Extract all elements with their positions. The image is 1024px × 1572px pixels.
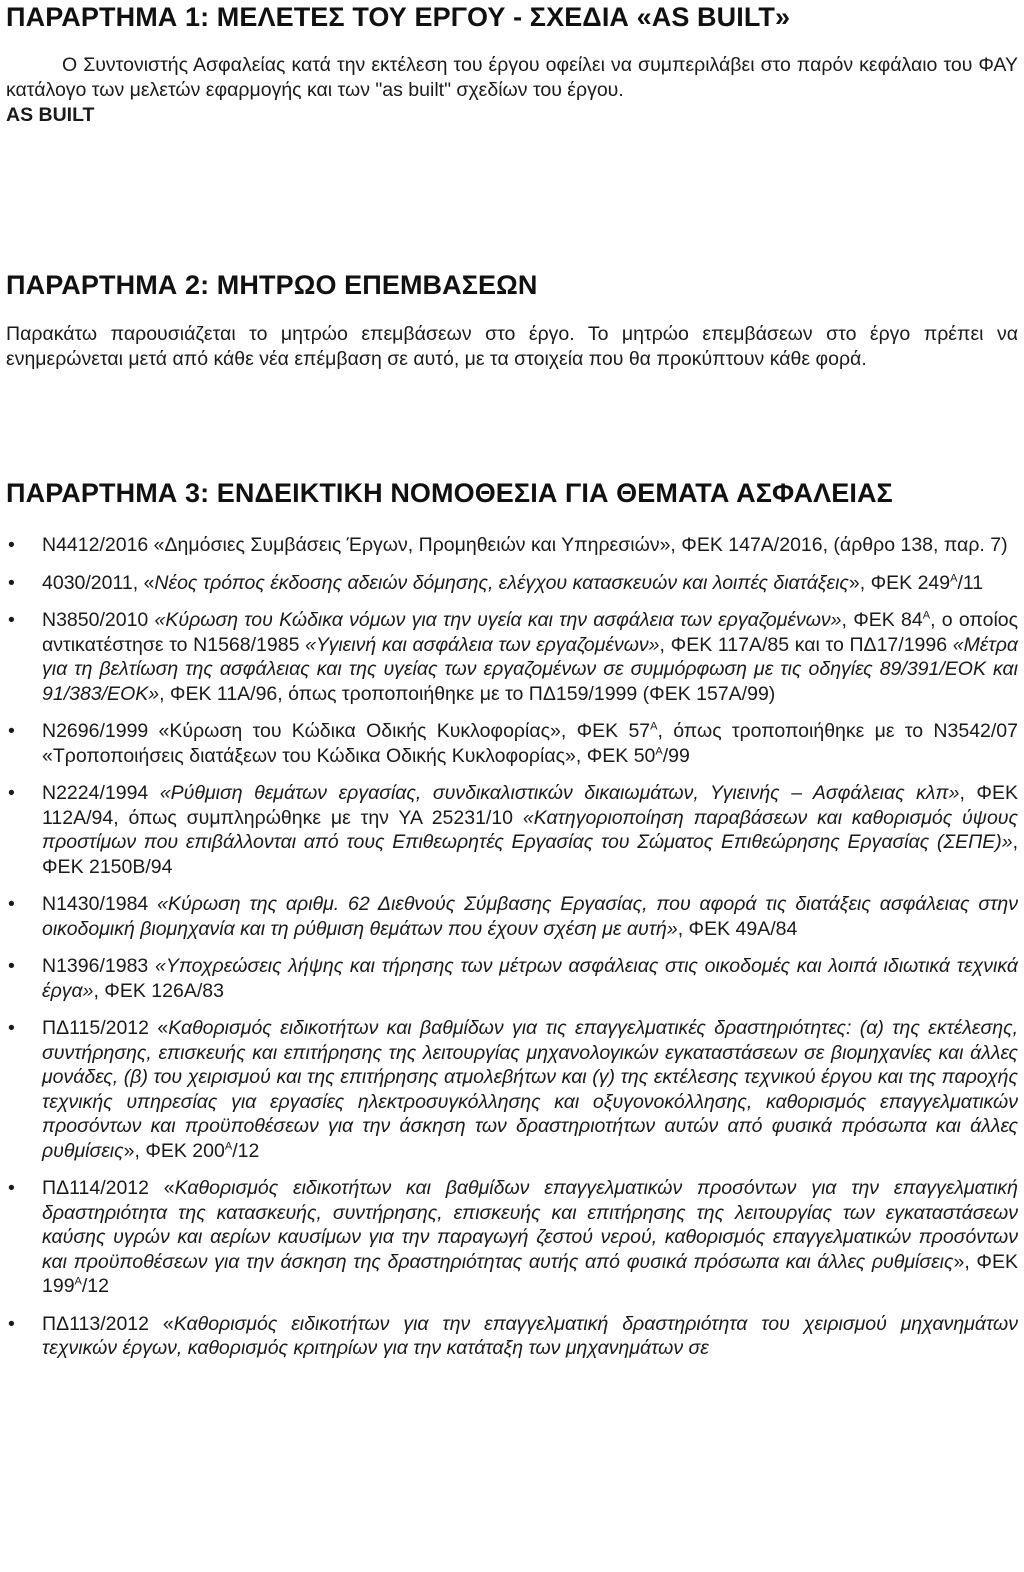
legislation-text: Ν2696/1999 «Κύρωση του Κώδικα Οδικής Κυκλοφορίας», ΦΕΚ 57 bbox=[42, 720, 651, 742]
legislation-item bbox=[6, 1312, 1018, 1361]
legislation-item bbox=[6, 954, 1018, 1003]
superscript: Α bbox=[74, 1275, 82, 1288]
legislation-text: , ο οποίος αντικατέστησε το Ν1568/1985 bbox=[42, 609, 1019, 656]
legislation-text: «Υγιεινή και ασφάλεια των εργαζομένων» bbox=[305, 633, 660, 656]
superscript: Α bbox=[650, 720, 658, 733]
legislation-text: «Υποχρεώσεις λήψης και τήρησης των μέτρων ασφάλειας στις οικοδομές και λοιπά ιδιωτικά τεχνικά έργα» bbox=[42, 955, 1018, 1002]
legislation-item bbox=[6, 719, 1018, 768]
legislation-text: Ν4412/2016 «Δημόσιες Συμβάσεις Έργων, Προμηθειών και Υπηρεσιών», ΦΕΚ 147Α/2016, (άρθρο 138, παρ. 7) bbox=[42, 534, 1008, 556]
legislation-text: «Κύρωση της αριθμ. 62 Διεθνούς Σύμβασης Εργασίας, που αφορά τις διατάξεις ασφάλειας στην οικοδομική βιομηχανία και τη ρύθμιση θεμάτων που έχουν σχέση με αυτή» bbox=[42, 893, 1018, 940]
legislation-text: , ΦΕΚ 112Α/94, όπως συμπληρώθηκε με την ΥΑ 25231/10 bbox=[42, 782, 1018, 829]
legislation-item bbox=[6, 892, 1018, 941]
legislation-item bbox=[6, 1016, 1018, 1163]
appendix-1-paragraph: Ο Συντονιστής Ασφαλείας κατά την εκτέλεση του έργου οφείλει να συμπεριλάβει στο παρόν κεφάλαιο του ΦΑΥ κατάλογο των μελετών εφαρμογής και των "as built" σχεδίων του έργου. bbox=[6, 54, 1018, 101]
legislation-text: Ν2224/1994 bbox=[42, 782, 160, 804]
legislation-text: Ν3850/2010 bbox=[42, 609, 155, 631]
bullet-icon: • bbox=[8, 1177, 15, 1199]
bullet-icon: • bbox=[8, 1017, 15, 1039]
legislation-text: », ΦΕΚ 199 bbox=[42, 1250, 1018, 1297]
superscript: Α bbox=[950, 572, 958, 584]
appendix-1-title: ΠΑΡΑΡΤΗΜΑ 1: ΜΕΛΕΤΕΣ ΤΟΥ ΕΡΓΟΥ - ΣΧΕΔΙΑ «AS BUILT» bbox=[6, 2, 791, 32]
bullet-icon: • bbox=[8, 893, 15, 915]
superscript: Α bbox=[224, 1140, 233, 1152]
legislation-text: /11 bbox=[957, 571, 984, 594]
legislation-text: Ν1430/1984 bbox=[42, 893, 158, 915]
bullet-icon: • bbox=[8, 609, 15, 631]
legislation-text: ΠΔ115/2012 « bbox=[42, 1017, 169, 1039]
legislation-text: Καθορισμός ειδικοτήτων και βαθμίδων για τις επαγγελματικές δραστηριότητες: (α) της εκτέλεσης, συντήρησης, επισκευής και επιτήρησης της λειτουργίας μηχανολογικών εγκαταστάσεων σε βιομηχανίες και άλλες μονάδες, (β) του χειρισμού και της επιτήρησης ατμολεβήτων και (γ) της εκτέλεσης τεχνικού έργου και της παροχής τεχνικής υπηρεσίας για εργασίες ηλεκτροσυγκόλλησης και οξυγονοκόλλησης, καθορισμός επαγγελματικών προσόντων και προϋποθέσεων για την άσκηση των δραστηριοτήτων αυτών από φυσικά πρόσωπα και άλλες ρυθμίσεις bbox=[42, 1017, 1018, 1162]
legislation-text: Καθορισμός ειδικοτήτων και βαθμίδων επαγγελματικών προσόντων για την επαγγελματική δραστηριότητα της κατασκευής, συντήρησης, επισκευής και επιτήρησης της λειτουργίας των εγκαταστάσεων καύσης υγρών και αερίων καυσίμων για την παραγωγή ζεστού νερού, καθορισμός επαγγελματικών προσόντων και προϋποθέσεων για την άσκηση της δραστηριότητας αυτής από φυσικά πρόσωπα και άλλες ρυθμίσεις bbox=[42, 1177, 1019, 1273]
legislation-item bbox=[6, 781, 1018, 879]
bullet-icon: • bbox=[8, 782, 15, 804]
legislation-text: », ΦΕΚ 249 bbox=[848, 571, 951, 594]
legislation-text: «Κατηγοριοποίηση παραβάσεων και καθορισμός ύψους προστίμων που επιβάλλονται από τους Επιθεωρητές Εργασίας του Σώματος Επιθεώρησης Εργασίας (ΣΕΠΕ)» bbox=[42, 806, 1019, 853]
bullet-icon: • bbox=[8, 571, 15, 594]
appendix-3-title: ΠΑΡΑΡΤΗΜΑ 3: ΕΝΔΕΙΚΤΙΚΗ ΝΟΜΟΘΕΣΙΑ ΓΙΑ ΘΕΜΑΤΑ ΑΣΦΑΛΕΙΑΣ bbox=[6, 478, 893, 508]
legislation-text: , ΦΕΚ 49Α/84 bbox=[677, 917, 798, 940]
superscript: Α bbox=[922, 609, 931, 622]
legislation-text: , ΦΕΚ 11Α/96, όπως τροποποιήθηκε με το ΠΔ159/1999 (ΦΕΚ 157Α/99) bbox=[159, 682, 776, 705]
legislation-text: , όπως τροποποιήθηκε με το Ν3542/07 «Τροποποιήσεις διατάξεων του Κώδικα Οδικής Κυκλοφορίας», ΦΕΚ 50 bbox=[42, 720, 1018, 767]
legislation-list bbox=[6, 533, 1018, 1374]
legislation-text: «Μέτρα για τη βελτίωση της ασφάλειας και της υγείας των εργαζομένων σε συμμόρφωση με τις οδηγίες 89/391/ΕΟΚ και 91/383/ΕΟΚ» bbox=[42, 633, 1018, 705]
legislation-text: Καθορισμός ειδικοτήτων για την επαγγελματική δραστηριότητα του χειρισμού μηχανημάτων τεχνικών έργων, καθορισμός κριτηρίων για την κατάταξη των μηχανημάτων σε bbox=[42, 1312, 1018, 1359]
legislation-text: /99 bbox=[662, 744, 690, 767]
bullet-icon: • bbox=[8, 720, 15, 742]
appendix-2-paragraph: Παρακάτω παρουσιάζεται το μητρώο επεμβάσεων στο έργο. Το μητρώο επεμβάσεων στο έργο πρέπει να ενημερώνεται μετά από κάθε νέα επέμβαση σε αυτό, με τα στοιχεία που θα προκύπτουν κάθε φορά. bbox=[6, 323, 1018, 370]
legislation-text: /12 bbox=[81, 1275, 109, 1297]
legislation-item bbox=[6, 1176, 1018, 1299]
legislation-text: Νέος τρόπος έκδοσης αδειών δόμησης, ελέγχου κατασκευών και λοιπές διατάξεις bbox=[154, 571, 849, 594]
bullet-icon: • bbox=[8, 1312, 15, 1335]
bullet-icon: • bbox=[8, 534, 15, 556]
legislation-text: », ΦΕΚ 200 bbox=[123, 1139, 225, 1162]
legislation-text: «Ρύθμιση θεμάτων εργασίας, συνδικαλιστικών δικαιωμάτων, Υγιεινής – Ασφάλειας κλπ» bbox=[159, 782, 960, 804]
as-built-label: AS BUILT bbox=[6, 104, 95, 126]
legislation-item bbox=[6, 608, 1018, 706]
legislation-text: ΠΔ114/2012 « bbox=[42, 1177, 175, 1199]
appendix-2-title: ΠΑΡΑΡΤΗΜΑ 2: ΜΗΤΡΩΟ ΕΠΕΜΒΑΣΕΩΝ bbox=[6, 270, 538, 300]
bullet-icon: • bbox=[8, 955, 15, 977]
legislation-text: , ΦΕΚ 84 bbox=[841, 609, 923, 631]
legislation-text: Ν1396/1983 bbox=[42, 955, 155, 977]
legislation-text: , ΦΕΚ 126Α/83 bbox=[93, 979, 224, 1002]
legislation-item bbox=[6, 571, 1018, 596]
legislation-text: , ΦΕΚ 117Α/85 και το ΠΔ17/1996 bbox=[659, 633, 953, 656]
legislation-text: ΠΔ113/2012 « bbox=[42, 1312, 174, 1335]
superscript: Α bbox=[655, 745, 663, 757]
legislation-item bbox=[6, 533, 1018, 558]
legislation-text: /12 bbox=[232, 1139, 260, 1162]
legislation-text: , ΦΕΚ 2150Β/94 bbox=[42, 831, 1018, 878]
legislation-text: «Κύρωση του Κώδικα νόμων για την υγεία και την ασφάλεια των εργαζομένων» bbox=[154, 609, 842, 631]
legislation-text: 4030/2011, « bbox=[42, 571, 155, 594]
